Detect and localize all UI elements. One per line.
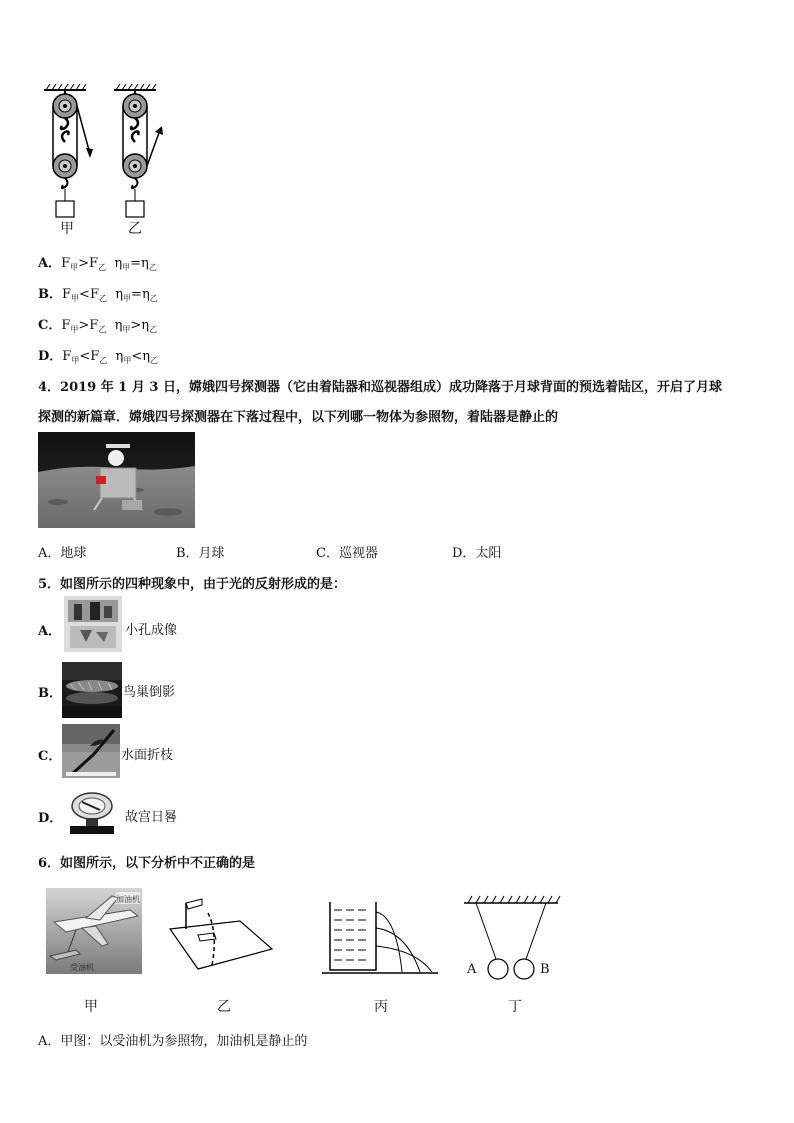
plane-label-bottom: 受油机 [70, 963, 94, 972]
q3-option-d[interactable]: D．$F_甲<F_乙$ $\eta_甲<\eta_乙$ [38, 349, 159, 365]
q5-option-a-letter[interactable]: A． [38, 624, 62, 639]
q3-option-c[interactable]: C．$F_甲>F_乙$ $\eta_甲>\eta_乙$ [38, 318, 158, 334]
q6-stem: 6．如图所示，以下分析中不正确的是 [38, 856, 256, 871]
pulley-figure [36, 84, 176, 234]
q5-option-d-caption: 故宫日晷 [125, 810, 178, 825]
ball-a-label: A [467, 962, 477, 977]
q4-option-d[interactable]: D．太阳 [452, 546, 502, 561]
q4-stem-line2: 探测的新篇章．嫦娥四号探测器在下落过程中，以下列哪一物体为参照物，着陆器是静止的 [38, 410, 559, 425]
q4-option-c[interactable]: C．巡视器 [316, 546, 378, 561]
q5-option-c-caption: 水面折枝 [121, 748, 174, 763]
pulley-label-right: 乙 [128, 221, 142, 237]
refueling-planes-photo [46, 888, 142, 974]
plane-label-top: 加油机 [116, 895, 140, 904]
ball-b-label: B [540, 962, 550, 977]
q6-fig-label-bing: 丙 [374, 999, 388, 1015]
water-jets-diagram [320, 898, 440, 978]
q4-option-b[interactable]: B．月球 [176, 546, 225, 561]
q3-option-a[interactable]: A．$F_甲>F_乙$ $\eta_甲=\eta_乙$ [38, 256, 157, 272]
q5-stem: 5．如图所示的四种现象中，由于光的反射形成的是： [38, 577, 347, 592]
lunar-lander-photo [38, 432, 195, 528]
q5-option-b-caption: 鸟巢倒影 [123, 685, 176, 700]
q6-fig-label-yi: 乙 [217, 999, 231, 1015]
pulley-label-left: 甲 [60, 221, 74, 237]
q3-option-b[interactable]: B．$F_甲<F_乙$ $\eta_甲=\eta_乙$ [38, 287, 158, 303]
q5-option-b-letter[interactable]: B． [38, 686, 62, 701]
q6-option-a[interactable]: A．甲图：以受油机为参照物，加油机是静止的 [38, 1034, 308, 1049]
q5-option-a-caption: 小孔成像 [125, 623, 178, 638]
q6-fig-label-jia: 甲 [84, 999, 98, 1015]
q5-option-c-letter[interactable]: C． [38, 749, 62, 764]
pinhole-image-photo [64, 596, 122, 652]
bent-stick-photo [62, 724, 120, 778]
q4-option-a[interactable]: A．地球 [38, 546, 87, 561]
sundial-photo [62, 788, 122, 838]
q4-stem-line1: 4．2019 年 1 月 3 日，嫦娥四号探测器（它由着陆器和巡视器组成）成功降落于月球背面的预选着陆区，开启了月球 [38, 380, 722, 395]
birds-nest-reflection-photo [62, 662, 122, 718]
inclined-board-diagram [168, 893, 278, 975]
q5-option-d-letter[interactable]: D． [38, 811, 63, 826]
q6-fig-label-ding: 丁 [508, 999, 522, 1015]
